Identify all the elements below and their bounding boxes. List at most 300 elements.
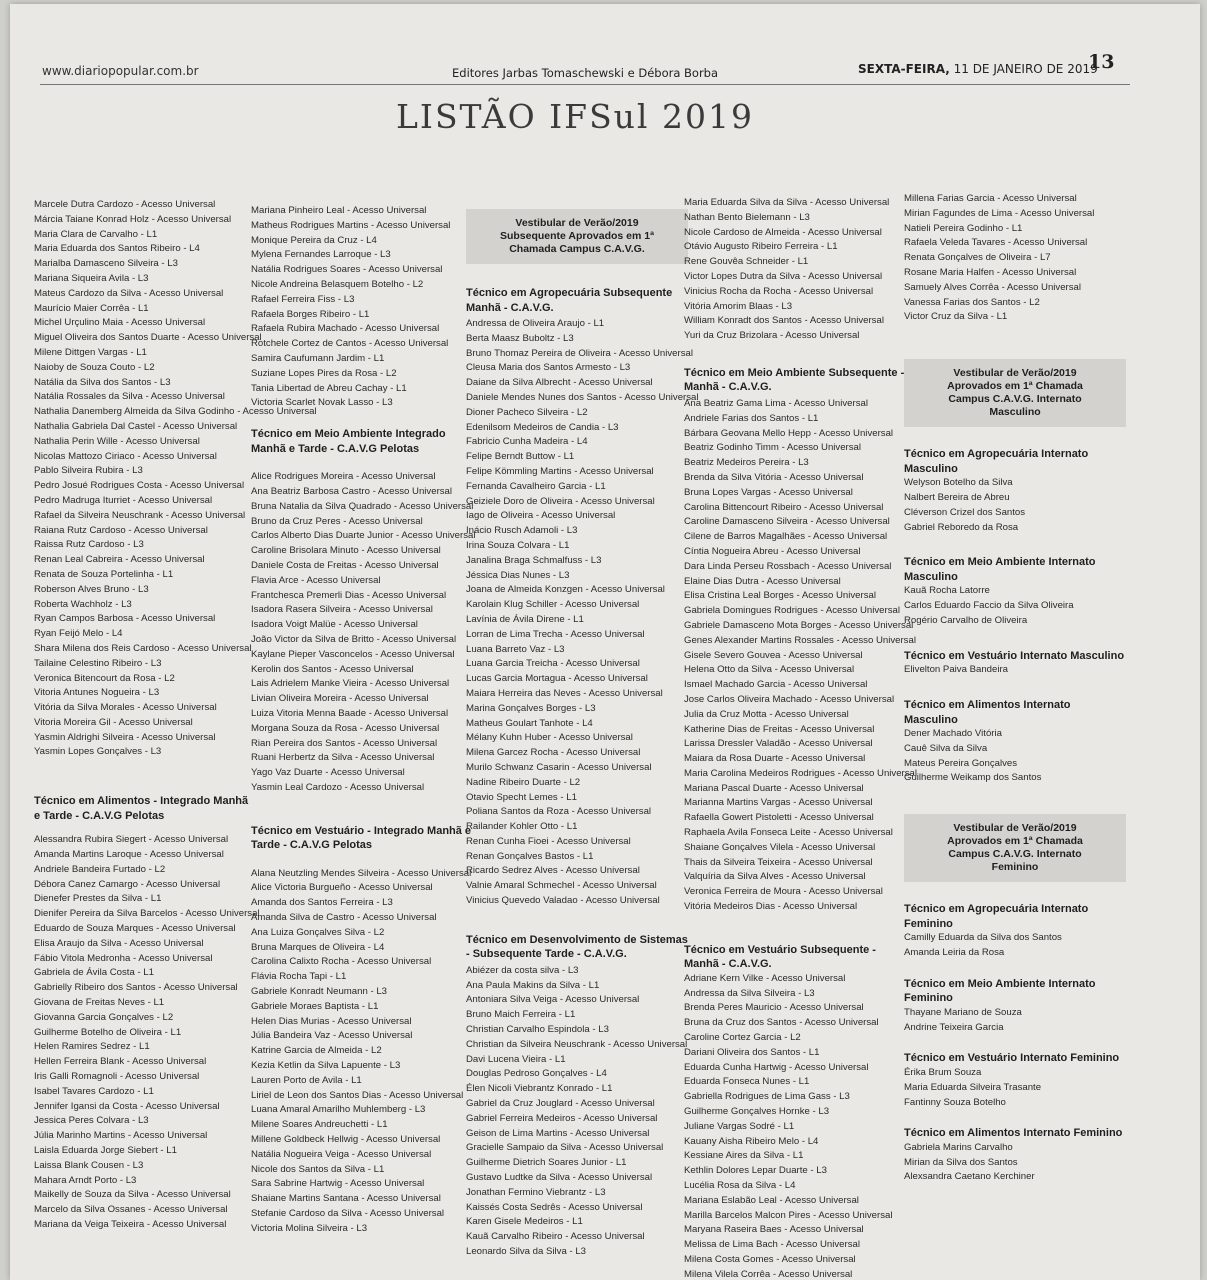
- list-item: Mirian Fagundes de Lima - Acesso Universal: [904, 207, 1095, 219]
- list-item: Valnie Amaral Schmechel - Acesso Universal: [466, 880, 657, 892]
- list-item: Gabriela Domingues Rodrigues - Acesso Universal: [684, 605, 900, 617]
- list-item: Kaylane Pieper Vasconcelos - Acesso Universal: [251, 648, 455, 660]
- list-item: Carlos Eduardo Faccio da Silva Oliveira: [904, 600, 1074, 612]
- list-item: Ryan Campos Barbosa - Acesso Universal: [34, 613, 216, 625]
- list-item: Flavia Arce - Acesso Universal: [251, 574, 381, 586]
- list-item: Érika Brum Souza: [904, 1066, 982, 1078]
- list-item: Daniele Costa de Freitas - Acesso Universal: [251, 559, 439, 571]
- list-item: Elivelton Paiva Bandeira: [904, 664, 1008, 676]
- name-list: [684, 397, 918, 915]
- list-item: Shara Milena dos Reis Cardoso - Acesso Universal: [34, 642, 252, 654]
- list-item: Marcele Dutra Cardozo - Acesso Universal: [34, 199, 216, 210]
- list-item: Rosane Maria Halfen - Acesso Universal: [904, 266, 1077, 278]
- list-item: Mariana da Veiga Teixeira - Acesso Universal: [34, 1219, 227, 1230]
- name-list: [684, 196, 906, 344]
- list-item: Isadora Voigt Malüe - Acesso Universal: [251, 619, 418, 631]
- list-item: Isabel Tavares Cardozo - L1: [34, 1085, 154, 1097]
- list-item: Maria Eduarda Silva da Silva - Acesso Universal: [684, 197, 890, 208]
- list-item: Pedro Josué Rodrigues Costa - Acesso Universal: [34, 480, 245, 492]
- list-item: Eduardo de Souza Marques - Acesso Universal: [34, 923, 236, 935]
- column-5: [904, 192, 1126, 1185]
- list-item: Juliane Vargas Sodré - L1: [684, 1120, 795, 1132]
- list-item: Mirian da Silva dos Santos: [904, 1156, 1018, 1168]
- list-item: Maiara da Rosa Duarte - Acesso Universal: [684, 753, 866, 765]
- section-heading: Técnico em Vestuário Internato Feminino: [904, 1052, 1120, 1065]
- list-item: Cléverson Crizel dos Santos: [904, 506, 1026, 518]
- list-item: Guilherme Botelho de Oliveira - L1: [34, 1026, 182, 1038]
- list-item: Maryana Raseira Baes - Acesso Universal: [684, 1224, 864, 1236]
- list-item: Eduarda Cunha Hartwig - Acesso Universal: [684, 1061, 869, 1073]
- list-item: Luana Amaral Amarilho Muhlemberg - L3: [251, 1104, 426, 1116]
- list-item: Andriele Farias dos Santos - L1: [684, 412, 819, 424]
- list-item: Nalbert Bereira de Abreu: [904, 491, 1010, 503]
- name-list: [904, 584, 1126, 628]
- section-heading: Técnico em Vestuário - Integrado Manhã e Tarde - C.A.V.G Pelotas: [251, 824, 472, 852]
- list-item: Vinicius Quevedo Valadao - Acesso Universal: [466, 895, 660, 907]
- list-item: Carolina Calixto Rocha - Acesso Universal: [251, 956, 432, 968]
- list-item: Élen Nicoli Viebrantz Konrado - L1: [466, 1083, 613, 1095]
- list-item: Kauã Rocha Latorre: [904, 585, 990, 597]
- list-item: Liriel de Leon dos Santos Dias - Acesso Universal: [251, 1089, 464, 1101]
- name-list: [904, 727, 1126, 786]
- list-item: Natália da Silva dos Santos - L3: [34, 376, 171, 388]
- list-item: Davi Lucena Vieira - L1: [466, 1053, 566, 1065]
- list-item: Mateus Cardozo da Silva - Acesso Universal: [34, 287, 224, 299]
- list-item: Renan Cunha Fioei - Acesso Universal: [466, 835, 631, 847]
- list-item: Millena Farias Garcia - Acesso Universal: [904, 193, 1077, 204]
- list-item: Roberta Wachholz - L3: [34, 598, 132, 610]
- list-item: Morgana Souza da Rosa - Acesso Universal: [251, 722, 440, 734]
- list-item: Irina Souza Colvara - L1: [466, 539, 570, 551]
- list-item: Elaine Dias Dutra - Acesso Universal: [684, 575, 841, 587]
- list-item: Daiane da Silva Albrecht - Acesso Universal: [466, 377, 653, 389]
- list-item: Yasmin Aldrighi Silveira - Acesso Universal: [34, 731, 216, 743]
- list-item: Rafael da Silveira Neuschrank - Acesso Universal: [34, 509, 246, 521]
- name-list: [251, 470, 476, 796]
- list-item: Daniele Mendes Nunes dos Santos - Acesso Universal: [466, 391, 699, 403]
- list-item: Pedro Madruga Iturriet - Acesso Universal: [34, 494, 213, 506]
- list-item: Fernanda Cavalheiro Garcia - L1: [466, 480, 606, 492]
- list-item: Naioby de Souza Couto - L2: [34, 361, 155, 373]
- list-item: Ana Paula Makins da Silva - L1: [466, 979, 600, 991]
- list-item: Jennifer Igansi da Costa - Acesso Universal: [34, 1100, 220, 1112]
- list-item: Yuri da Cruz Brizolara - Acesso Universal: [684, 330, 860, 342]
- list-item: Rene Gouvêa Schneider - L1: [684, 256, 809, 268]
- page-title: LISTÃO IFSul 2019: [396, 97, 754, 136]
- list-item: Hellen Ferreira Blank - Acesso Universal: [34, 1056, 207, 1068]
- list-item: Vitoria Moreira Gil - Acesso Universal: [34, 716, 193, 728]
- list-item: Renata Gonçalves de Oliveira - L7: [904, 252, 1051, 264]
- name-list: [251, 867, 473, 1237]
- list-item: Lucas Garcia Mortagua - Acesso Universal: [466, 673, 648, 685]
- list-item: Natália Rodrigues Soares - Acesso Universal: [251, 264, 443, 276]
- list-item: Maurício Maier Corrêa - L1: [34, 302, 149, 314]
- list-item: Nicole Andreina Belasquem Botelho - L2: [251, 278, 424, 290]
- list-item: Nathalia Perin Wille - Acesso Universal: [34, 435, 200, 447]
- list-item: Fantinny Souza Botelho: [904, 1096, 1006, 1108]
- list-item: Iago de Oliveira - Acesso Universal: [466, 510, 616, 522]
- list-item: Elisa Cristina Leal Borges - Acesso Universal: [684, 590, 876, 602]
- list-item: Fabricio Cunha Madeira - L4: [466, 436, 588, 448]
- list-item: Maria Eduarda Silveira Trasante: [904, 1081, 1042, 1093]
- list-item: Miguel Oliveira dos Santos Duarte - Acesso Universal: [34, 332, 262, 344]
- section-heading: Técnico em Meio Ambiente Internato Masculino: [904, 556, 1096, 583]
- list-item: Monique Pereira da Cruz - L4: [251, 234, 377, 246]
- date: 11 DE JANEIRO DE 2019: [953, 62, 1098, 76]
- list-item: Nicole dos Santos da Silva - L1: [251, 1163, 385, 1175]
- list-item: Victor Lopes Dutra da Silva - Acesso Universal: [684, 270, 883, 282]
- list-item: Yasmin Leal Cardozo - Acesso Universal: [251, 781, 425, 793]
- section-box: Vestibular de Verão/2019 Aprovados em 1ª Chamada Campus C.A.V.G. Internato Feminino: [904, 814, 1126, 882]
- list-item: Marina Gonçalves Borges - L3: [466, 702, 596, 714]
- list-item: Renan Gonçalves Bastos - L1: [466, 850, 594, 862]
- list-item: Lauren Porto de Avila - L1: [251, 1074, 362, 1086]
- section-heading: Técnico em Vestuário Subsequente - Manhã - C.A.V.G.: [684, 943, 876, 971]
- list-item: Matheus Rodrigues Martins - Acesso Universal: [251, 219, 451, 231]
- column-4: [684, 196, 918, 1280]
- list-item: Inácio Rusch Adamoli - L3: [466, 525, 578, 537]
- list-item: Veronica Ferreira de Moura - Acesso Universal: [684, 886, 883, 898]
- list-item: Alice Rodrigues Moreira - Acesso Universal: [251, 471, 436, 483]
- list-item: Guilherme Dietrich Soares Junior - L1: [466, 1157, 627, 1169]
- list-item: Tailaine Celestino Ribeiro - L3: [34, 657, 162, 669]
- list-item: Luiza Vitoria Menna Baade - Acesso Universal: [251, 707, 449, 719]
- list-item: Jose Carlos Oliveira Machado - Acesso Universal: [684, 693, 895, 705]
- list-item: Cilene de Barros Magalhães - Acesso Universal: [684, 531, 888, 543]
- list-item: Rotchele Cortez de Cantos - Acesso Universal: [251, 338, 449, 350]
- list-item: Cíntia Nogueira Abreu - Acesso Universal: [684, 545, 861, 557]
- list-item: Cleusa Maria dos Santos Armesto - L3: [466, 362, 631, 374]
- list-item: Geison de Lima Martins - Acesso Universal: [466, 1127, 650, 1139]
- name-list: [251, 204, 473, 411]
- list-item: Alexsandra Caetano Kerchiner: [904, 1171, 1035, 1183]
- list-item: Kezia Ketlin da Silva Lapuente - L3: [251, 1060, 401, 1072]
- list-item: Maria Carolina Medeiros Rodrigues - Acesso Universal: [684, 767, 918, 779]
- list-item: Christian da Silveira Neuschrank - Acesso Universal: [466, 1038, 688, 1050]
- list-item: Julia da Cruz Motta - Acesso Universal: [684, 708, 849, 720]
- list-item: Mylena Fernandes Larroque - L3: [251, 249, 391, 261]
- list-item: Carolina Bittencourt Ribeiro - Acesso Universal: [684, 501, 884, 513]
- list-item: Dioner Pacheco Silveira - L2: [466, 406, 588, 418]
- list-item: Railander Kohler Otto - L1: [466, 821, 578, 833]
- list-item: Renata de Souza Portelinha - L1: [34, 568, 174, 580]
- list-item: Michel Urçulino Maia - Acesso Universal: [34, 317, 206, 329]
- list-item: Mahara Arndt Porto - L3: [34, 1174, 137, 1186]
- list-item: Veronica Bitencourt da Rosa - L2: [34, 672, 175, 684]
- list-item: Rafael Ferreira Fiss - L3: [251, 293, 355, 305]
- list-item: Natália Rossales da Silva - Acesso Universal: [34, 391, 225, 403]
- list-item: Lucélia Rosa da Silva - L4: [684, 1180, 796, 1192]
- list-item: Poliana Santos da Roza - Acesso Universal: [466, 806, 652, 818]
- list-item: Guilherme Gonçalves Hornke - L3: [684, 1106, 830, 1118]
- list-item: Ana Beatriz Barbosa Castro - Acesso Universal: [251, 485, 453, 497]
- name-list: [904, 1141, 1126, 1185]
- list-item: Samira Caufumann Jardim - L1: [251, 352, 385, 364]
- list-item: Caroline Damasceno Silveira - Acesso Universal: [684, 516, 890, 528]
- list-item: Giovana de Freitas Neves - L1: [34, 997, 165, 1009]
- list-item: Berta Maasz Buboltz - L3: [466, 332, 574, 344]
- list-item: Dienefer Prestes da Silva - L1: [34, 893, 162, 905]
- list-item: Rafaela Borges Ribeiro - L1: [251, 308, 370, 320]
- list-item: Luana Barreto Vaz - L3: [466, 643, 565, 655]
- list-item: Amanda Martins Laroque - Acesso Universal: [34, 849, 224, 861]
- section-heading: Técnico em Agropecuária Internato Masculino: [904, 448, 1089, 475]
- list-item: Isadora Rasera Silveira - Acesso Universal: [251, 604, 433, 616]
- list-item: Gustavo Ludtke da Silva - Acesso Universal: [466, 1172, 653, 1184]
- list-item: Jessica Peres Colvara - L3: [34, 1115, 149, 1127]
- list-item: Yasmin Lopes Gonçalves - L3: [34, 746, 162, 758]
- list-item: Márcia Taiane Konrad Holz - Acesso Universal: [34, 213, 232, 225]
- list-item: Millene Goldbeck Hellwig - Acesso Universal: [251, 1134, 441, 1146]
- list-item: Bruno Maich Ferreira - L1: [466, 1009, 576, 1021]
- list-item: Lais Adrielem Manke Vieira - Acesso Universal: [251, 678, 450, 690]
- name-list: [904, 1066, 1126, 1110]
- list-item: Ricardo Sedrez Alves - Acesso Universal: [466, 865, 640, 877]
- name-list: [466, 317, 699, 909]
- list-item: Pablo Silveira Rubira - L3: [34, 465, 143, 477]
- list-item: Mariana Siqueira Avila - L3: [34, 272, 149, 284]
- list-item: Laissa Blank Cousen - L3: [34, 1159, 144, 1171]
- list-item: Milena Garcez Rocha - Acesso Universal: [466, 747, 641, 759]
- list-item: Luana Garcia Treicha - Acesso Universal: [466, 658, 640, 670]
- list-item: Livian Oliveira Moreira - Acesso Universal: [251, 693, 429, 705]
- section-heading: Técnico em Meio Ambiente Integrado Manhã e Tarde - C.A.V.G Pelotas: [251, 428, 446, 455]
- list-item: Vitória da Silva Morales - Acesso Universal: [34, 702, 217, 714]
- list-item: Ryan Feijó Melo - L4: [34, 628, 123, 640]
- list-item: Guilherme Weikamp dos Santos: [904, 772, 1042, 784]
- list-item: Rogério Carvalho de Oliveira: [904, 614, 1028, 626]
- list-item: Beatriz Godinho Timm - Acesso Universal: [684, 442, 862, 454]
- list-item: Laisla Eduarda Jorge Siebert - L1: [34, 1145, 177, 1157]
- list-item: Katherine Dias de Freitas - Acesso Universal: [684, 723, 875, 735]
- list-item: Vanessa Farias dos Santos - L2: [904, 296, 1040, 308]
- list-item: Andressa de Oliveira Araujo - L1: [466, 318, 605, 329]
- list-item: Milene Dittgen Vargas - L1: [34, 346, 147, 358]
- list-item: Bruna da Cruz dos Santos - Acesso Universal: [684, 1017, 879, 1029]
- list-item: Larissa Dressler Valadão - Acesso Universal: [684, 738, 873, 750]
- list-item: William Konradt dos Santos - Acesso Universal: [684, 315, 884, 327]
- list-item: Dara Linda Perseu Rossbach - Acesso Universal: [684, 560, 892, 572]
- list-item: Mariana Eslabão Leal - Acesso Universal: [684, 1194, 859, 1206]
- list-item: Douglas Pedroso Gonçalves - L4: [466, 1068, 607, 1080]
- list-item: Roberson Alves Bruno - L3: [34, 583, 149, 595]
- list-item: Eduarda Fonseca Nunes - L1: [684, 1076, 810, 1088]
- list-item: Victoria Molina Silveira - L3: [251, 1222, 368, 1234]
- list-item: Edenilsom Medeiros de Candia - L3: [466, 421, 619, 433]
- section-box: Vestibular de Verão/2019 Aprovados em 1ª Chamada Campus C.A.V.G. Internato Masculino: [904, 359, 1126, 427]
- list-item: Genes Alexander Martins Rossales - Acesso Universal: [684, 634, 916, 646]
- name-list: [34, 833, 260, 1233]
- list-item: Gabriel Ferreira Medeiros - Acesso Universal: [466, 1112, 658, 1124]
- section-heading: Técnico em Vestuário Internato Masculino: [904, 649, 1125, 662]
- editors-line: Editores Jarbas Tomaschewski e Débora Borba: [452, 66, 719, 80]
- list-item: Bruna Natalia da Silva Quadrado - Acesso Universal: [251, 500, 474, 512]
- list-item: Gisele Severo Gouvea - Acesso Universal: [684, 649, 863, 661]
- list-item: Brenda Peres Mauricio - Acesso Universal: [684, 1002, 864, 1014]
- name-list: [904, 1006, 1126, 1036]
- list-item: Bruna Marques de Oliveira - L4: [251, 941, 385, 953]
- list-item: Kauã Carvalho Ribeiro - Acesso Universal: [466, 1231, 645, 1243]
- list-item: Gabriela Marins Carvalho: [904, 1141, 1013, 1153]
- section-heading: Técnico em Alimentos Internato Masculino: [904, 699, 1071, 726]
- name-list: [684, 972, 906, 1280]
- list-item: Nathalia Danemberg Almeida da Silva Godinho - Acesso Universal: [34, 406, 317, 418]
- list-item: Gabriele Konradt Neumann - L3: [251, 986, 387, 998]
- list-item: Karolain Klug Schiller - Acesso Universal: [466, 599, 640, 611]
- list-item: Helena Otto da Silva - Acesso Universal: [684, 664, 855, 676]
- list-item: Maiara Herreira das Neves - Acesso Universal: [466, 687, 663, 699]
- list-item: Mariana Pinheiro Leal - Acesso Universal: [251, 205, 427, 216]
- page-number: 13: [1088, 51, 1115, 73]
- list-item: Kessiane Aires da Silva - L1: [684, 1150, 804, 1162]
- list-item: Adriane Kern Vilke - Acesso Universal: [684, 972, 846, 984]
- list-item: Valquíria da Silva Alves - Acesso Universal: [684, 871, 866, 883]
- list-item: Nathan Bento Bielemann - L3: [684, 211, 810, 223]
- list-item: Elisa Araujo da Silva - Acesso Universal: [34, 937, 204, 949]
- column-2: [251, 204, 476, 1237]
- list-item: Flávia Rocha Tapi - L1: [251, 971, 347, 983]
- list-item: Maikelly de Souza da Silva - Acesso Universal: [34, 1189, 231, 1201]
- list-item: Maria Eduarda dos Santos Ribeiro - L4: [34, 243, 200, 255]
- list-item: Natieli Pereira Godinho - L1: [904, 222, 1023, 234]
- list-item: Kethlin Dolores Lepar Duarte - L3: [684, 1165, 827, 1177]
- name-list: [904, 476, 1126, 535]
- list-item: Mariana Pascal Duarte - Acesso Universal: [684, 782, 864, 794]
- list-item: Helen Dias Murias - Acesso Universal: [251, 1015, 412, 1027]
- section-heading: Técnico em Agropecuária Subsequente Manhã - C.A.V.G.: [466, 287, 673, 314]
- list-item: Mélany Kuhn Huber - Acesso Universal: [466, 732, 633, 744]
- list-item: Lorran de Lima Trecha - Acesso Universal: [466, 628, 645, 640]
- list-item: Shaiane Martins Santana - Acesso Universal: [251, 1193, 441, 1205]
- list-item: Carlos Alberto Dias Duarte Junior - Acesso Universal: [251, 530, 476, 542]
- date-line: [858, 62, 1098, 76]
- list-item: Rafaela Rubira Machado - Acesso Universal: [251, 323, 440, 335]
- list-item: Júlia Bandeira Vaz - Acesso Universal: [251, 1030, 413, 1042]
- list-item: Sara Sabrine Hartwig - Acesso Universal: [251, 1178, 425, 1190]
- list-item: Gabriele Damasceno Mota Borges - Acesso Universal: [684, 619, 914, 631]
- list-item: Gabriele Moraes Baptista - L1: [251, 1000, 379, 1012]
- list-item: Suziane Lopes Pires da Rosa - L2: [251, 367, 397, 379]
- list-item: Raphaela Avila Fonseca Leite - Acesso Universal: [684, 827, 893, 839]
- list-item: Janalina Braga Schmalfuss - L3: [466, 554, 602, 566]
- list-item: Rian Pereira dos Santos - Acesso Universal: [251, 737, 438, 749]
- list-item: Amanda dos Santos Ferreira - L3: [251, 897, 393, 909]
- list-item: Marialba Damasceno Silveira - L3: [34, 258, 178, 270]
- name-list: [904, 192, 1126, 325]
- list-item: Camilly Eduarda da Silva dos Santos: [904, 932, 1062, 944]
- list-item: Andrine Teixeira Garcia: [904, 1021, 1004, 1033]
- section-heading: Técnico em Agropecuária Internato Feminino: [904, 903, 1089, 930]
- list-item: Caroline Cortez Garcia - L2: [684, 1032, 801, 1044]
- name-list: [904, 931, 1126, 961]
- list-item: Nicolas Mattozo Ciriaco - Acesso Universal: [34, 450, 217, 462]
- list-item: Beatriz Medeiros Pereira - L3: [684, 457, 809, 469]
- list-item: Kauany Aisha Ribeiro Melo - L4: [684, 1135, 819, 1147]
- list-item: Iris Galli Romagnoli - Acesso Universal: [34, 1071, 200, 1083]
- list-item: Giovanna Garcia Gonçalves - L2: [34, 1011, 174, 1023]
- list-item: Marianna Martins Vargas - Acesso Universal: [684, 797, 873, 809]
- newspaper-page: [10, 4, 1200, 1280]
- name-list: [904, 663, 1126, 678]
- list-item: Júlia Marinho Martins - Acesso Universal: [34, 1130, 208, 1142]
- list-item: Lavínia de Ávila Direne - L1: [466, 613, 584, 625]
- list-item: Débora Canez Camargo - Acesso Universal: [34, 878, 221, 890]
- list-item: Nadine Ribeiro Duarte - L2: [466, 776, 581, 788]
- list-item: Bruna Lopes Vargas - Acesso Universal: [684, 486, 853, 498]
- list-item: Stefanie Cardoso da Silva - Acesso Universal: [251, 1208, 445, 1220]
- list-item: Karen Gisele Medeiros - L1: [466, 1216, 583, 1228]
- list-item: Rafaella Gowert Pistoletti - Acesso Universal: [684, 812, 874, 824]
- list-item: Alessandra Rubira Siegert - Acesso Universal: [34, 834, 229, 846]
- list-item: Milena Vilela Corrêa - Acesso Universal: [684, 1268, 853, 1280]
- list-item: Bruno Thomaz Pereira de Oliveira - Acesso Universal: [466, 347, 693, 359]
- section-box: Vestibular de Verão/2019 Subsequente Aprovados em 1ª Chamada Campus C.A.V.G.: [466, 209, 688, 264]
- list-item: Matheus Goulart Tanhote - L4: [466, 717, 593, 729]
- list-item: Helen Ramires Sedrez - L1: [34, 1041, 150, 1053]
- list-item: Renan Leal Cabreira - Acesso Universal: [34, 554, 205, 566]
- list-item: Milene Soares Andreuchetti - L1: [251, 1119, 388, 1131]
- section-heading: Técnico em Meio Ambiente Subsequente - Manhã - C.A.V.G.: [684, 366, 905, 394]
- list-item: Gabriel Reboredo da Rosa: [904, 521, 1019, 533]
- section-heading: Técnico em Desenvolvimento de Sistemas - Subsequente Tarde - C.A.V.G.: [466, 933, 688, 961]
- list-item: Murilo Schwanz Casarin - Acesso Universal: [466, 761, 652, 773]
- list-item: Jéssica Dias Nunes - L3: [466, 569, 570, 581]
- list-item: Ruani Herbertz da Silva - Acesso Universal: [251, 752, 435, 764]
- list-item: Victor Cruz da Silva - L1: [904, 311, 1008, 323]
- list-item: Otávio Augusto Ribeiro Ferreira - L1: [684, 241, 838, 253]
- list-item: Thayane Mariano de Souza: [904, 1006, 1022, 1018]
- section-heading: Técnico em Alimentos - Integrado Manhã e Tarde - C.A.V.G Pelotas: [34, 795, 249, 822]
- website-url: www.diariopopular.com.br: [42, 64, 199, 78]
- list-item: Vitória Medeiros Dias - Acesso Universal: [684, 901, 858, 913]
- list-item: Alana Neutzling Mendes Silveira - Acesso Universal: [251, 867, 472, 879]
- list-item: Gabriela de Ávila Costa - L1: [34, 967, 154, 979]
- list-item: Raissa Rutz Cardoso - L3: [34, 539, 144, 551]
- list-item: Antoniara Silva Veiga - Acesso Universal: [466, 994, 640, 1006]
- list-item: Bárbara Geovana Mello Hepp - Acesso Universal: [684, 427, 894, 439]
- list-item: Amanda Silva de Castro - Acesso Universal: [251, 912, 437, 924]
- list-item: Rafaela Veleda Tavares - Acesso Universal: [904, 237, 1088, 249]
- list-item: Ana Beatriz Gama Lima - Acesso Universal: [684, 397, 868, 409]
- list-item: Katrine Garcia de Almeida - L2: [251, 1045, 382, 1057]
- list-item: Kerolin dos Santos - Acesso Universal: [251, 663, 414, 675]
- list-item: Shaiane Gonçalves Vilela - Acesso Universal: [684, 841, 876, 853]
- list-item: Dienifer Pereira da Silva Barcelos - Acesso Universal: [34, 908, 260, 920]
- list-item: Nathalia Gabriela Dal Castel - Acesso Universal: [34, 420, 238, 432]
- list-item: Abiézer da costa silva - L3: [466, 964, 579, 976]
- list-item: Thais da Silveira Teixeira - Acesso Universal: [684, 856, 873, 868]
- list-item: Ana Luiza Gonçalves Silva - L2: [251, 926, 385, 938]
- weekday: SEXTA-FEIRA,: [858, 62, 950, 76]
- list-item: Gracielle Sampaio da Silva - Acesso Universal: [466, 1142, 664, 1154]
- list-item: Melissa de Lima Bach - Acesso Universal: [684, 1239, 860, 1251]
- page-header: [40, 51, 1130, 85]
- list-item: Ismael Machado Garcia - Acesso Universal: [684, 679, 868, 691]
- list-item: Milena Costa Gomes - Acesso Universal: [684, 1254, 856, 1265]
- list-item: Gabrielly Ribeiro dos Santos - Acesso Universal: [34, 982, 238, 994]
- list-item: Joana de Almeida Konzgen - Acesso Universal: [466, 584, 665, 596]
- list-item: Otavio Specht Lemes - L1: [466, 791, 577, 803]
- list-item: Jonathan Fermino Viebrantz - L3: [466, 1186, 606, 1198]
- list-item: Bruno da Cruz Peres - Acesso Universal: [251, 515, 423, 527]
- list-item: Fábio Vitola Medronha - Acesso Universal: [34, 952, 213, 964]
- list-item: Nicole Cardoso de Almeida - Acesso Universal: [684, 226, 882, 238]
- list-item: Amanda Leiria da Rosa: [904, 947, 1005, 959]
- list-item: Vitória Amorim Blaas - L3: [684, 300, 793, 312]
- list-item: Leonardo Silva da Silva - L3: [466, 1246, 586, 1258]
- list-item: Gabriella Rodrigues de Lima Gass - L3: [684, 1091, 850, 1103]
- list-item: Victoria Scarlet Novak Lasso - L3: [251, 397, 393, 409]
